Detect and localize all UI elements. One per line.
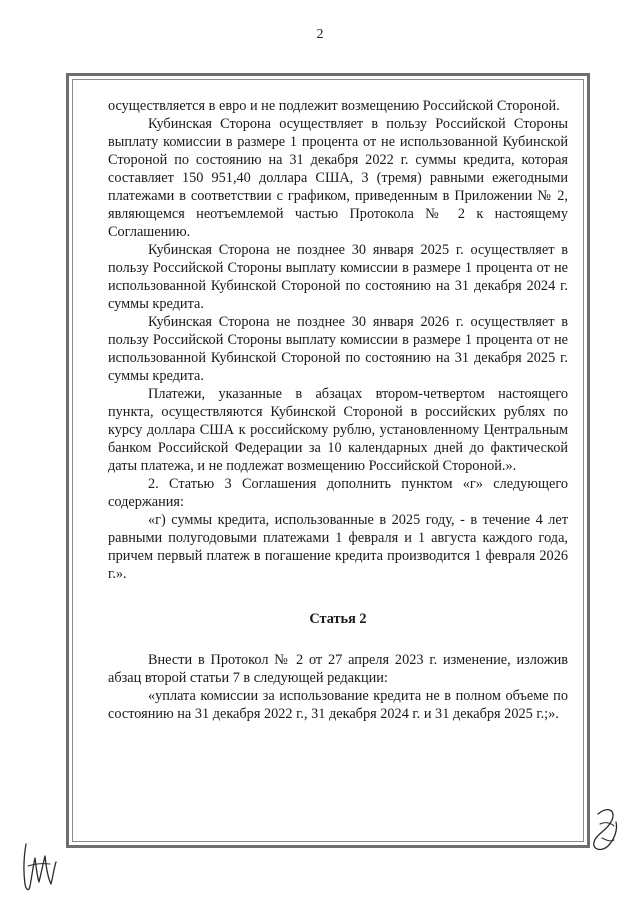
paragraph-commission-2025: Кубинская Сторона не позднее 30 января 2026 г. осуществляет в пользу Российской Стороны выплату комиссии в размере 1 процента от не использованной Кубинской Стороной по состоянию на 31 декабря 2025 г. суммы кредита.	[108, 314, 568, 384]
paragraph-new-wording: «уплата комиссии за использование кредита не в полном объеме по состоянию на 31 декабря 2022 г., 31 декабря 2024 г. и 31 декабря 2025 г.;».	[108, 688, 568, 722]
initials-signature-left	[20, 836, 60, 896]
article-heading: Статья 2	[309, 611, 367, 627]
page-number: 2	[316, 27, 324, 42]
paragraph-commission-2024: Кубинская Сторона не позднее 30 января 2025 г. осуществляет в пользу Российской Стороны выплату комиссии в размере 1 процента от не использованной Кубинской Стороной по состоянию на 31 декабря 2024 г. суммы кредита.	[108, 242, 568, 312]
paragraph-article3-amendment: 2. Статью 3 Соглашения дополнить пунктом «г» следующего содержания:	[108, 476, 568, 510]
paragraph-payments-currency: Платежи, указанные в абзацах втором-четвертом настоящего пункта, осуществляются Кубинской Стороной в российских рублях по курсу доллара США к российскому рублю, установленному Центральным банком Российской Федерации за 10 календарных дней до фактической даты платежа, и не подлежат возмещению Российской Стороной.».	[108, 386, 568, 474]
paragraph-commission-2022: Кубинская Сторона осуществляет в пользу Российской Стороны выплату комиссии в размере 1 процента от не использованной Кубинской Стороной по состоянию на 31 декабря 2022 г. суммы кредита, которая составляет 150 951,40 доллара США, 3 (тремя) равными ежегодными платежами в соответствии с графиком, приведенным в Приложении № 2, являющемся неотъемлемой частью Протокола № 2 к настоящему Соглашению.	[108, 116, 568, 240]
document-body	[108, 97, 568, 723]
paragraph-continuation: осуществляется в евро и не подлежит возмещению Российской Стороной.	[108, 98, 560, 114]
paragraph-protocol-amendment: Внести в Протокол № 2 от 27 апреля 2023 г. изменение, изложив абзац второй статьи 7 в следующей редакции:	[108, 652, 568, 686]
initials-signature-right	[588, 800, 622, 856]
paragraph-item-g: «г) суммы кредита, использованные в 2025 году, - в течение 4 лет равными полугодовыми платежами 1 февраля и 1 августа каждого года, причем первый платеж в погашение кредита производится 1 февраля 2026 г.».	[108, 512, 568, 582]
